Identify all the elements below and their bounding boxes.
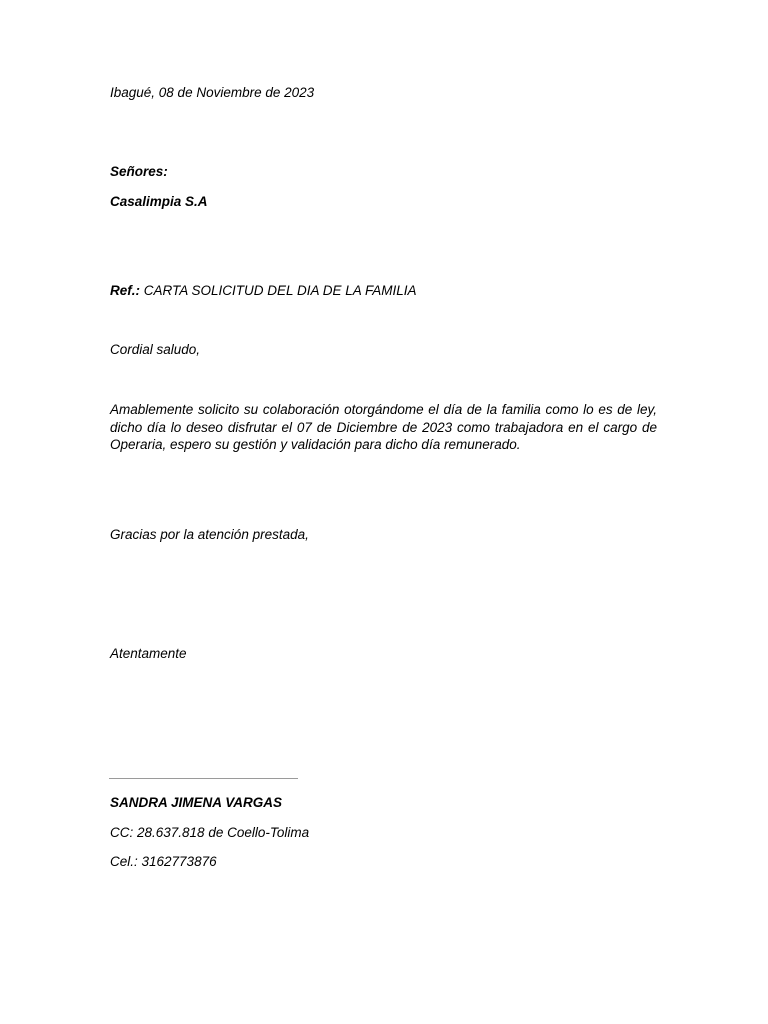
greeting: Cordial saludo, <box>110 342 201 357</box>
body-paragraph: Amablemente solicito su colaboración otorgándome el día de la familia como lo es de ley, dicho día lo deseo disfrutar el 07 de Diciembre de 2023 como trabajadora en el cargo de Operaria, espero su gestión y validación para dicho día remunerado. <box>110 402 657 453</box>
reference-text: CARTA SOLICITUD DEL DIA DE LA FAMILIA <box>140 283 417 298</box>
signer-name: SANDRA JIMENA VARGAS <box>110 795 283 810</box>
reference-label: Ref.: <box>110 283 140 298</box>
signature-line <box>109 778 298 779</box>
signer-id: CC: 28.637.818 de Coello-Tolima <box>110 825 310 840</box>
reference-line <box>110 282 417 300</box>
signer-phone: Cel.: 3162773876 <box>110 854 217 869</box>
thanks-line: Gracias por la atención prestada, <box>110 527 309 542</box>
recipient-company: Casalimpia S.A <box>110 194 208 209</box>
date-line: Ibagué, 08 de Noviembre de 2023 <box>110 85 315 100</box>
recipient-salutation: Señores: <box>110 164 168 179</box>
closing-line: Atentamente <box>110 646 187 661</box>
